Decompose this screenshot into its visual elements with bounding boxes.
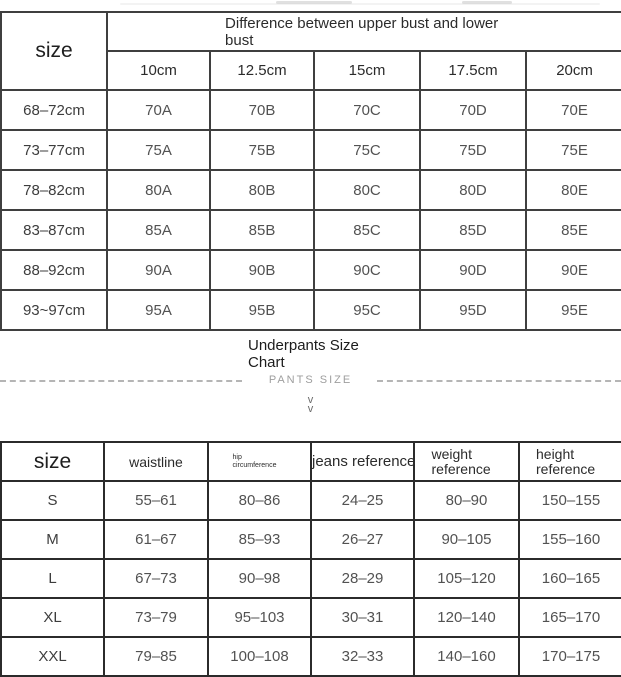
value-cell: 150–155 <box>519 481 621 520</box>
table-row <box>1 598 621 637</box>
chevron-glyph: v <box>307 403 314 415</box>
size-cell: L <box>1 559 104 598</box>
table-row <box>1 12 621 51</box>
value-cell: 75C <box>314 130 420 170</box>
value-cell: 79–85 <box>104 637 208 676</box>
value-cell: 73–79 <box>104 598 208 637</box>
pants-size-label: PANTS SIZE <box>268 374 353 386</box>
table-row <box>1 481 621 520</box>
column-header-height <box>519 442 621 481</box>
value-cell: 100–108 <box>208 637 311 676</box>
value-cell: 165–170 <box>519 598 621 637</box>
value-cell: 67–73 <box>104 559 208 598</box>
value-cell: 80A <box>107 170 210 210</box>
value-cell: 24–25 <box>311 481 414 520</box>
value-cell: 75E <box>526 130 621 170</box>
value-cell: 160–165 <box>519 559 621 598</box>
diff-span-header-cell <box>107 12 621 51</box>
value-cell: 70D <box>420 90 526 130</box>
size-cell: 93~97cm <box>1 290 107 330</box>
chevron-glyph: v <box>307 394 314 406</box>
size-cell: 88–92cm <box>1 250 107 290</box>
value-cell: 155–160 <box>519 520 621 559</box>
size-cell: XL <box>1 598 104 637</box>
value-cell: 90E <box>526 250 621 290</box>
value-cell: 28–29 <box>311 559 414 598</box>
value-cell: 80C <box>314 170 420 210</box>
value-cell: 75B <box>210 130 314 170</box>
value-cell: 170–175 <box>519 637 621 676</box>
value-cell: 30–31 <box>311 598 414 637</box>
value-cell: 70E <box>526 90 621 130</box>
value-cell: 90A <box>107 250 210 290</box>
value-cell: 80–90 <box>414 481 519 520</box>
pants-size-table <box>0 441 621 677</box>
size-corner-label: size <box>1 12 107 90</box>
column-header-jeans: jeans reference <box>311 442 414 481</box>
chevron-down-icon <box>0 396 621 414</box>
column-header-hip <box>208 442 311 481</box>
table-row <box>1 290 621 330</box>
cropped-content-remnant <box>120 3 600 5</box>
value-cell: 95D <box>420 290 526 330</box>
value-cell: 120–140 <box>414 598 519 637</box>
size-cell: S <box>1 481 104 520</box>
hip-circumference-label: hip circumference <box>232 453 277 469</box>
value-cell: 61–67 <box>104 520 208 559</box>
value-cell: 80–86 <box>208 481 311 520</box>
value-cell: 90D <box>420 250 526 290</box>
column-header: 17.5cm <box>420 51 526 90</box>
value-cell: 140–160 <box>414 637 519 676</box>
table-row <box>1 250 621 290</box>
value-cell: 90B <box>210 250 314 290</box>
table-row <box>1 637 621 676</box>
bra-size-table <box>0 11 621 331</box>
size-cell: 73–77cm <box>1 130 107 170</box>
column-header: 12.5cm <box>210 51 314 90</box>
value-cell: 85E <box>526 210 621 250</box>
diff-span-header: Difference between upper bust and lower bust <box>225 14 499 49</box>
table-row <box>1 130 621 170</box>
value-cell: 95A <box>107 290 210 330</box>
table-row <box>1 170 621 210</box>
column-header-weight <box>414 442 519 481</box>
value-cell: 90–98 <box>208 559 311 598</box>
column-header-waistline: waistline <box>104 442 208 481</box>
value-cell: 95–103 <box>208 598 311 637</box>
value-cell: 85A <box>107 210 210 250</box>
size-cell: M <box>1 520 104 559</box>
value-cell: 85–93 <box>208 520 311 559</box>
size-cell: 83–87cm <box>1 210 107 250</box>
value-cell: 85B <box>210 210 314 250</box>
size-cell: 68–72cm <box>1 90 107 130</box>
column-header: 10cm <box>107 51 210 90</box>
value-cell: 95E <box>526 290 621 330</box>
value-cell: 32–33 <box>311 637 414 676</box>
value-cell: 85D <box>420 210 526 250</box>
value-cell: 75D <box>420 130 526 170</box>
value-cell: 80D <box>420 170 526 210</box>
value-cell: 55–61 <box>104 481 208 520</box>
size-cell: 78–82cm <box>1 170 107 210</box>
value-cell: 90–105 <box>414 520 519 559</box>
underpants-chart-title: Underpants Size Chart <box>248 337 359 371</box>
value-cell: 90C <box>314 250 420 290</box>
table-row <box>1 90 621 130</box>
value-cell: 80E <box>526 170 621 210</box>
column-header: 15cm <box>314 51 420 90</box>
weight-reference-label: weight reference <box>431 445 491 477</box>
table-row <box>1 442 621 481</box>
size-cell: XXL <box>1 637 104 676</box>
value-cell: 70A <box>107 90 210 130</box>
table-row <box>1 559 621 598</box>
value-cell: 95C <box>314 290 420 330</box>
size-corner-label: size <box>1 442 104 481</box>
value-cell: 70C <box>314 90 420 130</box>
value-cell: 75A <box>107 130 210 170</box>
value-cell: 70B <box>210 90 314 130</box>
table-row <box>1 210 621 250</box>
height-reference-label: height reference <box>536 445 596 477</box>
value-cell: 85C <box>314 210 420 250</box>
table-row <box>1 520 621 559</box>
value-cell: 26–27 <box>311 520 414 559</box>
value-cell: 80B <box>210 170 314 210</box>
value-cell: 105–120 <box>414 559 519 598</box>
value-cell: 95B <box>210 290 314 330</box>
column-header: 20cm <box>526 51 621 90</box>
